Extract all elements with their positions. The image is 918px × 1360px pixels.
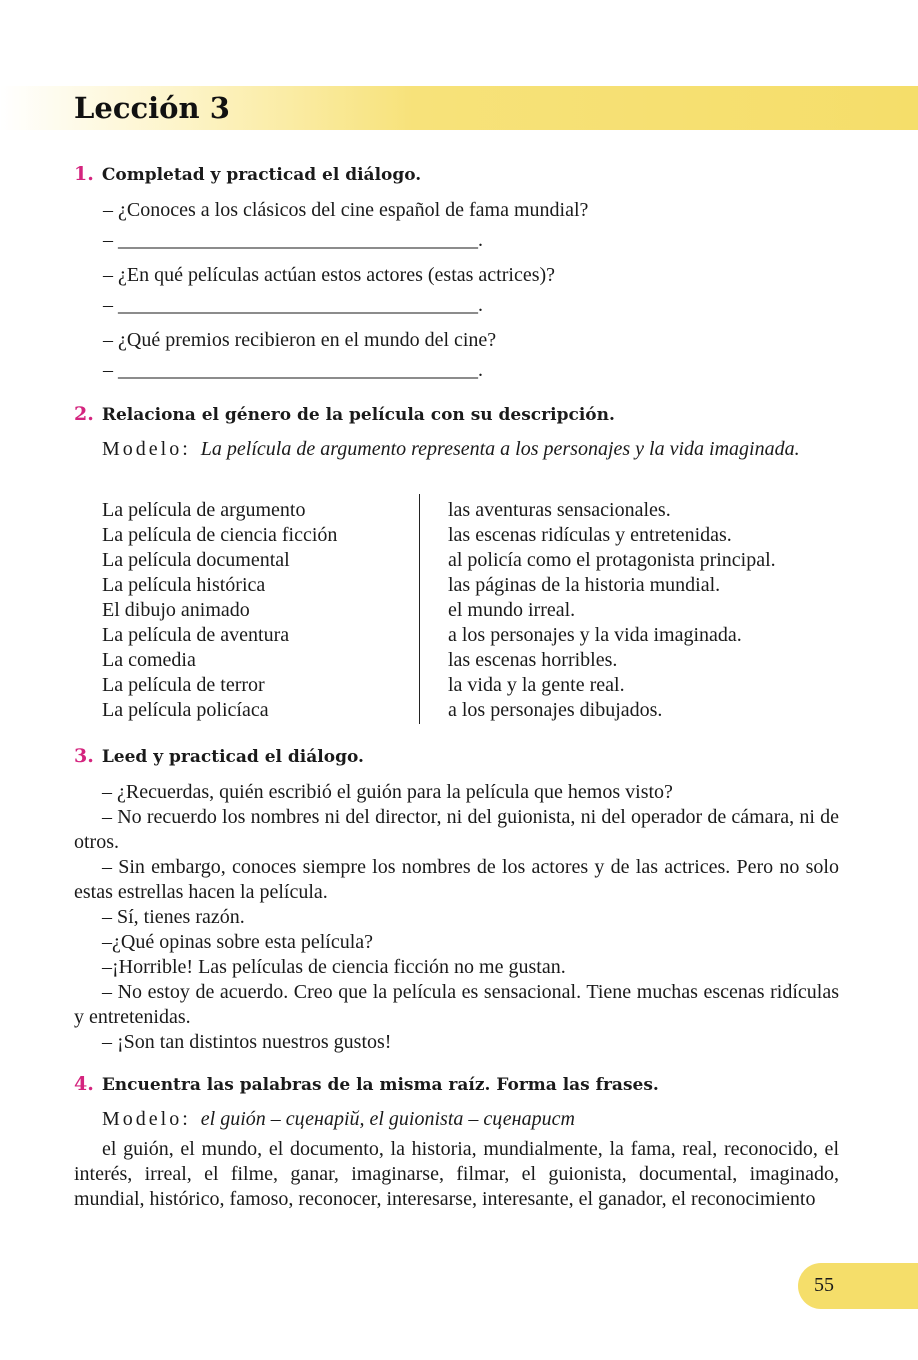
genre-item: La película de terror — [102, 674, 265, 696]
dialog-text: – Sí, tienes razón. — [102, 906, 245, 928]
description-item: las aventuras sensacionales. — [448, 499, 671, 521]
description-column — [448, 498, 776, 723]
dialog-text: – No estoy de acuerdo. Creo que la película es sensacional. Tiene muchas escenas ridículas y entretenidas. — [74, 981, 839, 1028]
model-label: Modelo: — [102, 438, 191, 460]
description-item: las escenas horribles. — [448, 649, 618, 671]
exercise-1-title: Completad y practicad el diálogo. — [101, 165, 422, 185]
exercise-2-heading — [74, 403, 615, 426]
model-text: el guión – сценарій, el guionista – сценарист — [200, 1108, 575, 1130]
genre-item: La película de aventura — [102, 624, 290, 646]
dialog-blank-line: – ____________________________________. — [103, 294, 483, 316]
column-divider — [419, 494, 420, 724]
dialog-line: – ¿Conoces a los clásicos del cine español de fama mundial? — [103, 199, 589, 221]
dialog-paragraph — [74, 955, 839, 980]
dialog-line: – ¿Qué premios recibieron en el mundo del cine? — [103, 329, 497, 351]
dialog-paragraph — [74, 805, 839, 855]
dialog-paragraph — [74, 905, 839, 930]
exercise-4-number: 4. — [74, 1073, 94, 1095]
genre-column — [102, 498, 337, 723]
genre-item: La película de ciencia ficción — [102, 524, 338, 546]
exercise-3-number: 3. — [74, 745, 94, 767]
exercise-3-heading — [74, 745, 364, 768]
dialog-text: – ¡Son tan distintos nuestros gustos! — [102, 1031, 392, 1053]
genre-item: La película policíaca — [102, 699, 269, 721]
page-number: 55 — [814, 1274, 834, 1296]
description-item: a los personajes y la vida imaginada. — [448, 624, 742, 646]
dialog-text: –¡Horrible! Las películas de ciencia ficción no me gustan. — [102, 956, 566, 978]
word-list — [74, 1137, 839, 1212]
genre-item: La película histórica — [102, 574, 266, 596]
genre-item: El dibujo animado — [102, 599, 250, 621]
model-label: Modelo: — [102, 1108, 191, 1130]
exercise-3-title: Leed y practicad el diálogo. — [101, 747, 364, 767]
genre-item: La película documental — [102, 549, 290, 571]
dialog-paragraph — [74, 930, 839, 955]
genre-item: La comedia — [102, 649, 196, 671]
description-item: al policía como el protagonista principal. — [448, 549, 776, 571]
description-item: a los personajes dibujados. — [448, 699, 663, 721]
description-item: la vida y la gente real. — [448, 674, 625, 696]
dialog-line: – ¿En qué películas actúan estos actores (estas actrices)? — [103, 264, 556, 286]
dialog-text: –¿Qué opinas sobre esta película? — [102, 931, 374, 953]
exercise-2-number: 2. — [74, 403, 94, 425]
lesson-title: Lección 3 — [74, 91, 230, 125]
exercise-4-title: Encuentra las palabras de la misma raíz. Forma las frases. — [101, 1075, 659, 1095]
exercise-4-model — [74, 1107, 839, 1132]
dialog-blank-line: – ____________________________________. — [103, 229, 483, 251]
dialog-text: – Sin embargo, conoces siempre los nombres de los actores y de las actrices. Pero no solo estas estrellas hacen la película. — [74, 856, 839, 903]
description-item: las páginas de la historia mundial. — [448, 574, 721, 596]
exercise-1-heading — [74, 163, 421, 186]
exercise-2-model — [74, 437, 839, 462]
dialog-text: – No recuerdo los nombres ni del director, ni del guionista, ni del operador de cámara, ni de otros. — [74, 806, 839, 853]
exercise-4-heading — [74, 1073, 659, 1096]
dialog-paragraph — [74, 1030, 839, 1055]
model-text: La película de argumento representa a los personajes y la vida imaginada. — [200, 438, 800, 460]
exercise-1-number: 1. — [74, 163, 94, 185]
dialog-paragraph — [74, 855, 839, 905]
genre-item: La película de argumento — [102, 499, 306, 521]
dialog-paragraph — [74, 780, 839, 805]
exercise-2-title: Relaciona el género de la película con su descripción. — [101, 405, 615, 425]
description-item: el mundo irreal. — [448, 599, 576, 621]
description-item: las escenas ridículas y entretenidas. — [448, 524, 732, 546]
dialog-blank-line: – ____________________________________. — [103, 359, 483, 381]
word-list-text: el guión, el mundo, el documento, la historia, mundialmente, la fama, real, reconocido, el interés, irreal, el filme, ganar, imaginarse, filmar, el guionista, documental, imaginado, mundial, histórico, famoso, reconocer, interesarse, interesante, el ganador, el reconocimiento — [74, 1138, 839, 1210]
dialog-text: – ¿Recuerdas, quién escribió el guión para la película que hemos visto? — [102, 781, 673, 803]
dialog-paragraph — [74, 980, 839, 1030]
